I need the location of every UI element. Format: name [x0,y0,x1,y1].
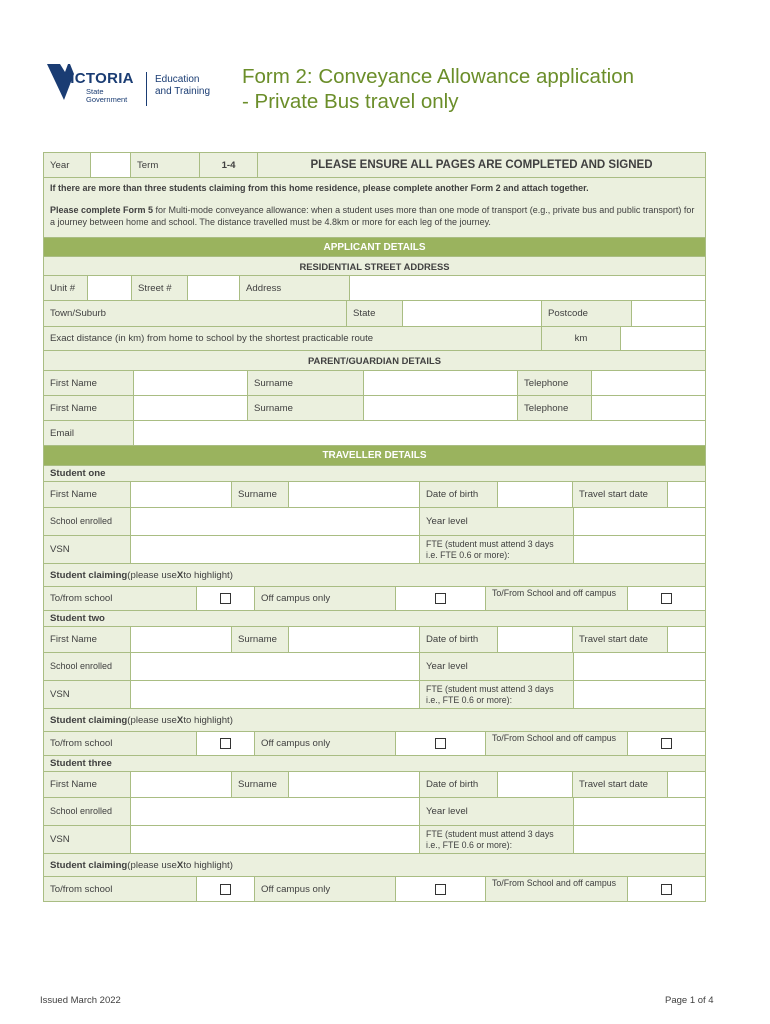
application-form [43,152,706,902]
student-to-from-label: To/from school [44,587,197,610]
student-dob-input[interactable] [498,482,573,507]
student-to-from-off-checkbox-cell [628,732,705,755]
address-heading: RESIDENTIAL STREET ADDRESS [44,257,705,275]
student-options-row [44,877,705,901]
student-name-row [44,482,705,508]
student-claiming-bold: Student claiming [50,859,128,871]
student-start-date-label: Travel start date [573,772,668,797]
student-start-date-label: Travel start date [573,627,668,652]
year-term-row [44,153,705,178]
student-fte-input[interactable] [574,536,705,563]
student-school-vsn-labels [44,798,131,853]
student-year-level-input[interactable] [574,798,705,826]
student-school-label: School enrolled [44,653,130,681]
student-title: Student one [44,466,705,481]
student-year-fte-labels [420,508,574,563]
student-vsn-label: VSN [44,826,130,853]
student-school-block [44,653,705,709]
student-title-row [44,466,705,482]
parent2-telephone-input[interactable] [592,396,705,420]
student-school-vsn-inputs [131,798,420,853]
student-claiming-post: to highlight) [183,569,233,581]
year-input[interactable] [91,153,131,177]
student-claiming-x: X [176,569,184,581]
term-label: Term [131,153,200,177]
email-label: Email [44,421,134,445]
student-start-date-input[interactable] [668,627,705,652]
notes [44,178,705,237]
off-campus-checkbox[interactable] [435,738,446,749]
address-input[interactable] [350,276,705,300]
student-to-from-checkbox-cell [197,732,255,755]
unit-input[interactable] [88,276,132,300]
page-number: Page 1 of 4 [665,995,714,1006]
student-school-vsn-labels [44,508,131,563]
student-off-campus-checkbox-cell [396,587,486,610]
postcode-label: Postcode [542,301,632,326]
notes-row [44,178,705,238]
student-to-from-off-label: To/From School and off campus [486,587,628,610]
parent1-first-name-input[interactable] [134,371,248,395]
logo-divider [146,72,147,106]
logo-wordmark: VICTORIA [60,70,134,87]
student-vsn-input[interactable] [131,536,419,563]
student-off-campus-checkbox-cell [396,732,486,755]
student-surname-label: Surname [232,772,289,797]
student-year-level-label: Year level [420,508,573,536]
parent-row-1 [44,371,705,396]
student-dob-label: Date of birth [420,772,498,797]
student-surname-input[interactable] [289,772,420,797]
student-title-row [44,756,705,772]
student-fte-label: FTE (student must attend 3 days i.e., FTE 0.6 or more): [420,826,573,853]
student-off-campus-label: Off campus only [255,587,396,610]
student-options-row [44,732,705,756]
student-name-row [44,627,705,653]
student-surname-label: Surname [232,627,289,652]
student-to-from-checkbox-cell [197,587,255,610]
student-claiming-pre: (please use [127,569,177,581]
student-claiming-row [44,854,705,877]
parent-row-2 [44,396,705,421]
student-claiming-x: X [176,714,184,726]
student-year-level-input[interactable] [574,508,705,536]
student-claiming-label [44,564,705,586]
unit-label: Unit # [44,276,88,300]
student-to-from-off-label: To/From School and off campus [486,732,628,755]
student-claiming-post: to highlight) [183,714,233,726]
student-fte-label: FTE (student must attend 3 days i.e. FTE 0.6 or more): [420,536,573,563]
state-label: State [347,301,403,326]
distance-row [44,327,705,351]
parent1-telephone-label: Telephone [518,371,592,395]
student-vsn-input[interactable] [131,681,419,708]
student-fte-input[interactable] [574,826,705,853]
student-off-campus-label: Off campus only [255,877,396,901]
student-school-label: School enrolled [44,798,130,826]
off-campus-checkbox[interactable] [435,884,446,895]
address-row [44,276,705,301]
postcode-input[interactable] [632,301,705,326]
applicant-heading: APPLICANT DETAILS [44,238,705,256]
student-first-name-label: First Name [44,482,131,507]
student-to-from-off-checkbox-cell [628,587,705,610]
student-first-name-input[interactable] [131,772,232,797]
student-claiming-bold: Student claiming [50,569,128,581]
student-fte-label: FTE (student must attend 3 days i.e., FTE 0.6 or more): [420,681,573,708]
student-vsn-label: VSN [44,536,130,563]
student-off-campus-checkbox-cell [396,877,486,901]
students [44,466,705,901]
student-year-fte-labels [420,653,574,708]
distance-unit: km [542,327,621,350]
student-school-vsn-labels [44,653,131,708]
student-school-label: School enrolled [44,508,130,536]
student-options-row [44,587,705,611]
distance-input[interactable] [621,327,705,350]
student-surname-input[interactable] [289,482,420,507]
student-to-from-label: To/from school [44,877,197,901]
student-year-fte-inputs [574,508,705,563]
dept-line-1: Education [155,74,200,85]
student-year-level-label: Year level [420,798,573,826]
student-title: Student two [44,611,705,626]
to-from-school-and-off-campus-checkbox[interactable] [661,738,672,749]
student-surname-label: Surname [232,482,289,507]
student-claiming-x: X [176,859,184,871]
student-school-input[interactable] [131,798,419,826]
student-year-level-label: Year level [420,653,573,681]
parent1-surname-input[interactable] [364,371,518,395]
student-first-name-label: First Name [44,772,131,797]
student-claiming-row [44,564,705,587]
applicant-heading-row [44,238,705,257]
student-dob-label: Date of birth [420,482,498,507]
student-claiming-label [44,709,705,731]
student-school-vsn-inputs [131,653,420,708]
year-label: Year [44,153,91,177]
parent-heading-row [44,351,705,371]
parent2-first-name-input[interactable] [134,396,248,420]
to-from-school-and-off-campus-checkbox[interactable] [661,593,672,604]
off-campus-checkbox[interactable] [435,593,446,604]
email-row [44,421,705,446]
distance-label: Exact distance (in km) from home to school by the shortest practicable route [44,327,542,350]
to-from-school-and-off-campus-checkbox[interactable] [661,884,672,895]
street-input[interactable] [188,276,240,300]
note-form5 [50,204,699,229]
dept-line-2: and Training [155,86,211,97]
student-school-input[interactable] [131,653,419,681]
address-heading-row [44,257,705,276]
student-to-from-off-checkbox-cell [628,877,705,901]
student-school-input[interactable] [131,508,419,536]
traveller-heading: TRAVELLER DETAILS [44,446,705,465]
logo-sub-line-1: State [86,87,104,96]
student-name-row [44,772,705,798]
student-start-date-input[interactable] [668,772,705,797]
student-fte-input[interactable] [574,681,705,708]
student-start-date-input[interactable] [668,482,705,507]
student-vsn-input[interactable] [131,826,419,853]
address-label: Address [240,276,350,300]
parent2-first-name-label: First Name [44,396,134,420]
student-year-fte-inputs [574,798,705,853]
student-title-row [44,611,705,627]
note-more-students: If there are more than three students claiming from this home residence, please complete another Form 2 and attach together. [50,183,589,193]
to-from-school-checkbox[interactable] [220,593,231,604]
to-from-school-checkbox[interactable] [220,738,231,749]
issued-date: Issued March 2022 [40,995,121,1006]
student-year-fte-inputs [574,653,705,708]
street-label: Street # [132,276,188,300]
student-claiming-label [44,854,705,876]
student-off-campus-label: Off campus only [255,732,396,755]
student-to-from-label: To/from school [44,732,197,755]
form-title-line-1: Form 2: Conveyance Allowance application [242,65,634,88]
state-input[interactable] [403,301,542,326]
student-school-block [44,508,705,564]
parent2-surname-label: Surname [248,396,364,420]
student-first-name-input[interactable] [131,482,232,507]
student-first-name-input[interactable] [131,627,232,652]
parent1-first-name-label: First Name [44,371,134,395]
logo-sub-line-2: Government [86,95,128,104]
student-dob-input[interactable] [498,627,573,652]
completion-banner: PLEASE ENSURE ALL PAGES ARE COMPLETED AND SIGNED [258,153,705,177]
student-to-from-checkbox-cell [197,877,255,901]
student-claiming-post: to highlight) [183,859,233,871]
town-label: Town/Suburb [44,301,347,326]
student-year-fte-labels [420,798,574,853]
parent2-surname-input[interactable] [364,396,518,420]
student-school-block [44,798,705,854]
student-dob-label: Date of birth [420,627,498,652]
term-value: 1-4 [200,153,258,177]
parent2-telephone-label: Telephone [518,396,592,420]
student-start-date-label: Travel start date [573,482,668,507]
student-claiming-row [44,709,705,732]
traveller-heading-row [44,446,705,466]
to-from-school-checkbox[interactable] [220,884,231,895]
student-claiming-pre: (please use [127,714,177,726]
student-claiming-pre: (please use [127,859,177,871]
student-surname-input[interactable] [289,627,420,652]
student-to-from-off-label: To/From School and off campus [486,877,628,901]
note-form5-bold: Please complete Form 5 [50,204,154,215]
student-first-name-label: First Name [44,627,131,652]
note-form5-text: for Multi-mode conveyance allowance: when a student uses more than one mode of transport (e.g., private bus and public transport) for a journey between home and school. The distance travelled must be 4.8km or more for each leg of the journey. [50,204,695,227]
student-claiming-bold: Student claiming [50,714,128,726]
student-year-level-input[interactable] [574,653,705,681]
student-title: Student three [44,756,705,771]
town-row [44,301,705,327]
student-vsn-label: VSN [44,681,130,708]
parent-heading: PARENT/GUARDIAN DETAILS [44,351,705,370]
form-title [242,64,634,114]
student-dob-input[interactable] [498,772,573,797]
student-school-vsn-inputs [131,508,420,563]
form-title-line-2: - Private Bus travel only [242,90,459,113]
parent1-surname-label: Surname [248,371,364,395]
email-input[interactable] [134,421,705,445]
parent1-telephone-input[interactable] [592,371,705,395]
